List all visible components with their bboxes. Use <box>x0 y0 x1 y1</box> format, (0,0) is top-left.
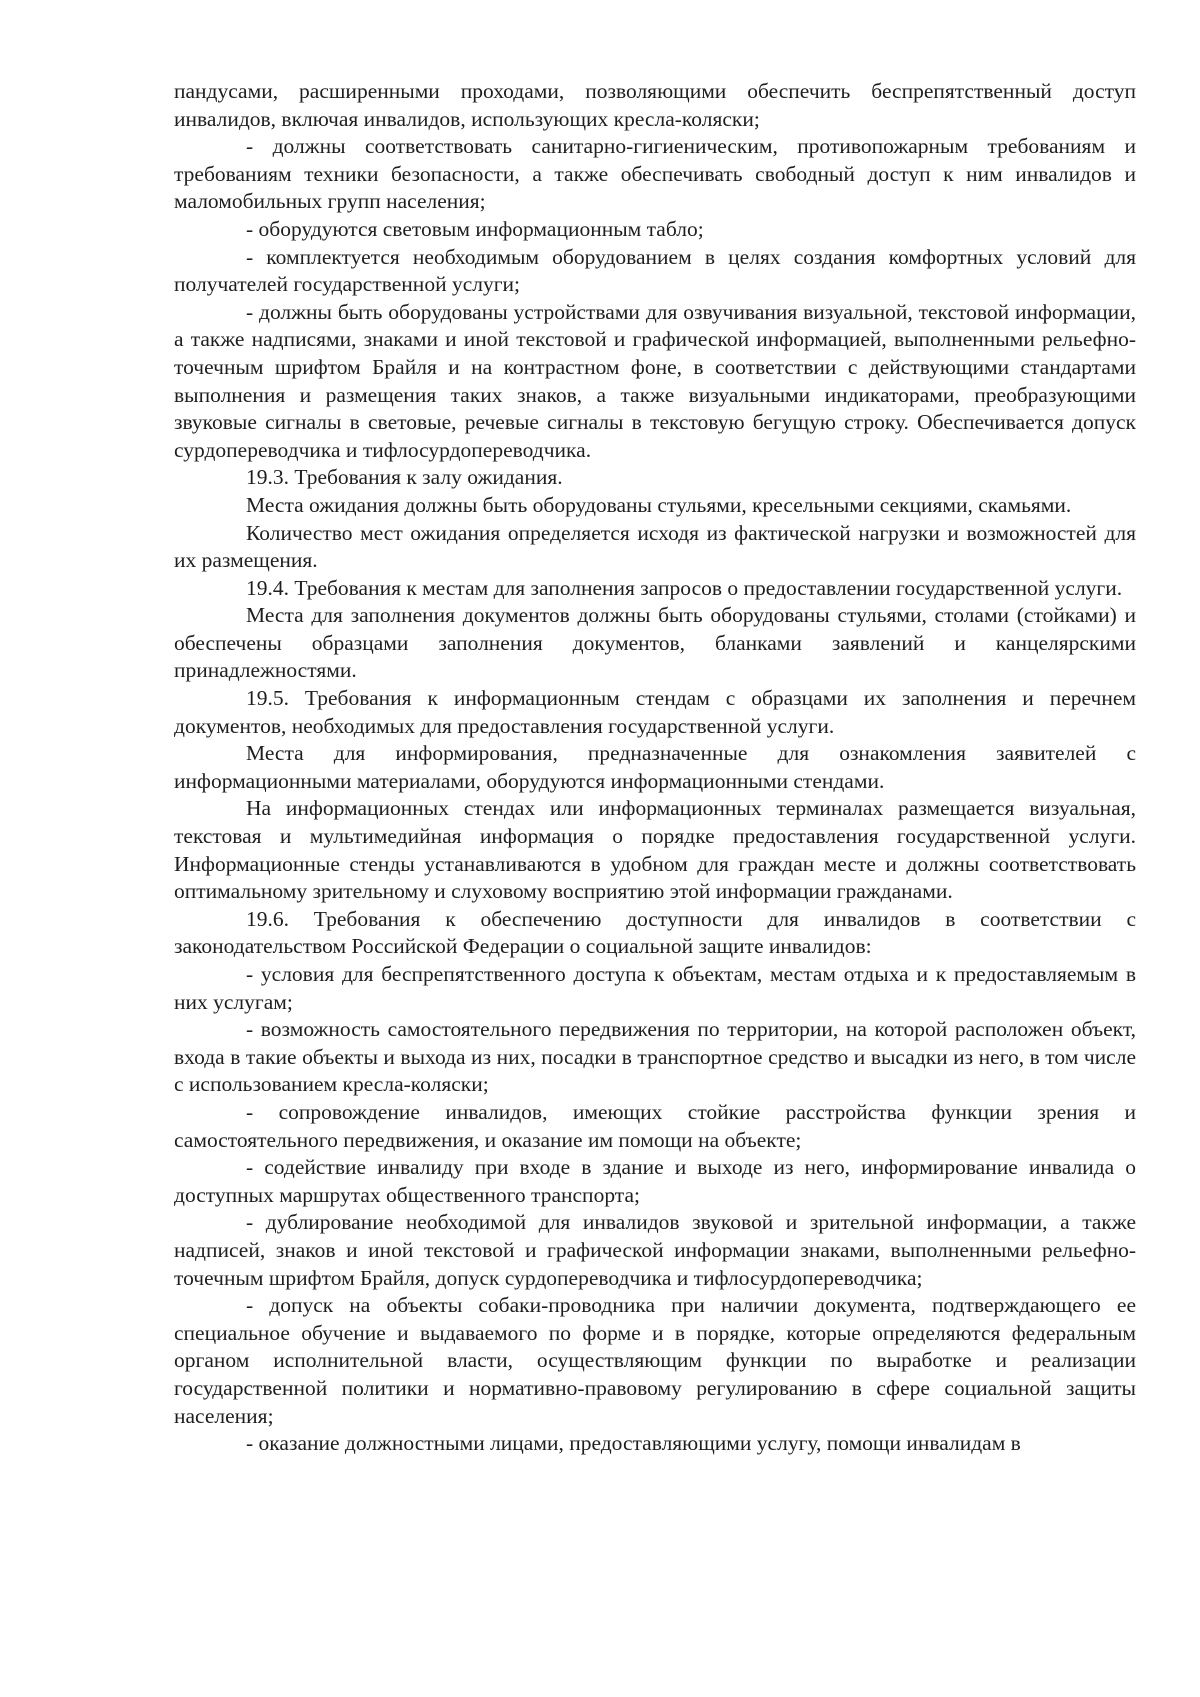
heading-19-6: 19.6. Требования к обеспечению доступности для инвалидов в соответствии с законодательством Российской Федерации о социальной защите инвалидов: <box>174 906 1136 959</box>
list-item-unobstructed-access: - условия для беспрепятственного доступа к объектам, местам отдыха и к предоставляемым в них услугам; <box>174 962 1136 1014</box>
paragraph-equipment: - комплектуется необходимым оборудованием в целях создания комфортных условий для получателей государственной услуги; <box>174 244 1136 297</box>
heading-19-4: 19.4. Требования к местам для заполнения запросов о предоставлении государственной услуги. <box>246 575 1123 600</box>
heading-19-5: 19.5. Требования к информационным стендам с образцами их заполнения и перечнем документов, необходимых для предоставления государственной услуги. <box>174 686 1136 738</box>
paragraph-info-places: Места для информирования, предназначенные для ознакомления заявителей с информационными материалами, оборудуются информационными стендами. <box>174 741 1136 793</box>
list-item-entry-assistance: - содействие инвалиду при входе в здание и выходе из него, информирование инвалида о доступных маршрутах общественного транспорта; <box>174 1155 1136 1207</box>
list-item-staff-assistance: - оказание должностными лицами, предоставляющими услугу, помощи инвалидам в <box>246 1431 1021 1456</box>
paragraph-voice-devices: - должны быть оборудованы устройствами для озвучивания визуальной, текстовой информации, а также надписями, знаками и иной текстовой и графической информацией, выполненными рельефно-точечным шрифтом Брайля и на контрастном фоне, в соответствии с действующими стандартами выполнения и размещения таких знаков, а также визуальными индикаторами, преобразующими звуковые сигналы в световые, речевые сигналы в текстовую бегущую строку. Обеспечивается допуск сурдопереводчика и тифлосурдопереводчика. <box>174 299 1136 462</box>
list-item-independent-movement: - возможность самостоятельного передвижения по территории, на которой расположен объект, входа в такие объекты и выхода из них, посадки в транспортное средство и высадки из него, в том числе с использованием кресла-коляски; <box>174 1017 1136 1097</box>
document-body <box>174 78 1136 1458</box>
paragraph-light-display: - оборудуются световым информационным табло; <box>246 216 704 241</box>
list-item-info-duplication: - дублирование необходимой для инвалидов звуковой и зрительной информации, а также надписей, знаков и иной текстовой и графической информации знаками, выполненными рельефно-точечным шрифтом Брайля, допуск сурдопереводчика и тифлосурдопереводчика; <box>174 1210 1136 1290</box>
paragraph-filling-places: Места для заполнения документов должны быть оборудованы стульями, столами (стойками) и обеспечены образцами заполнения документов, бланками заявлений и канцелярскими принадлежностями. <box>174 603 1136 683</box>
paragraph-sanitary-requirements: - должны соответствовать санитарно-гигиеническим, противопожарным требованиям и требованиям техники безопасности, а также обеспечивать свободный доступ к ним инвалидов и маломобильных групп населения; <box>174 134 1136 214</box>
paragraph-waiting-places: Места ожидания должны быть оборудованы стульями, кресельными секциями, скамьями. <box>246 492 1072 517</box>
list-item-guide-dog: - допуск на объекты собаки-проводника при наличии документа, подтверждающего ее специальное обучение и выдаваемого по форме и в порядке, которые определяются федеральным органом исполнительной власти, осуществляющим функции по выработке и реализации государственной политики и нормативно-правовому регулированию в сфере социальной защиты населения; <box>174 1293 1136 1428</box>
paragraph-continuation-ramps: пандусами, расширенными проходами, позволяющими обеспечить беспрепятственный доступ инвалидов, включая инвалидов, использующих кресла-коляски; <box>174 79 1136 131</box>
paragraph-info-stands: На информационных стендах или информационных терминалах размещается визуальная, текстовая и мультимедийная информация о порядке предоставления государственной услуги. Информационные стенды устанавливаются в удобном для граждан месте и должны соответствовать оптимальному зрительному и слуховому восприятию этой информации гражданами. <box>174 796 1136 904</box>
heading-19-3: 19.3. Требования к залу ожидания. <box>246 465 563 490</box>
list-item-escort: - сопровождение инвалидов, имеющих стойкие расстройства функции зрения и самостоятельного передвижения, и оказание им помощи на объекте; <box>174 1099 1136 1152</box>
paragraph-waiting-count: Количество мест ожидания определяется исходя из фактической нагрузки и возможностей для их размещения. <box>174 520 1136 573</box>
